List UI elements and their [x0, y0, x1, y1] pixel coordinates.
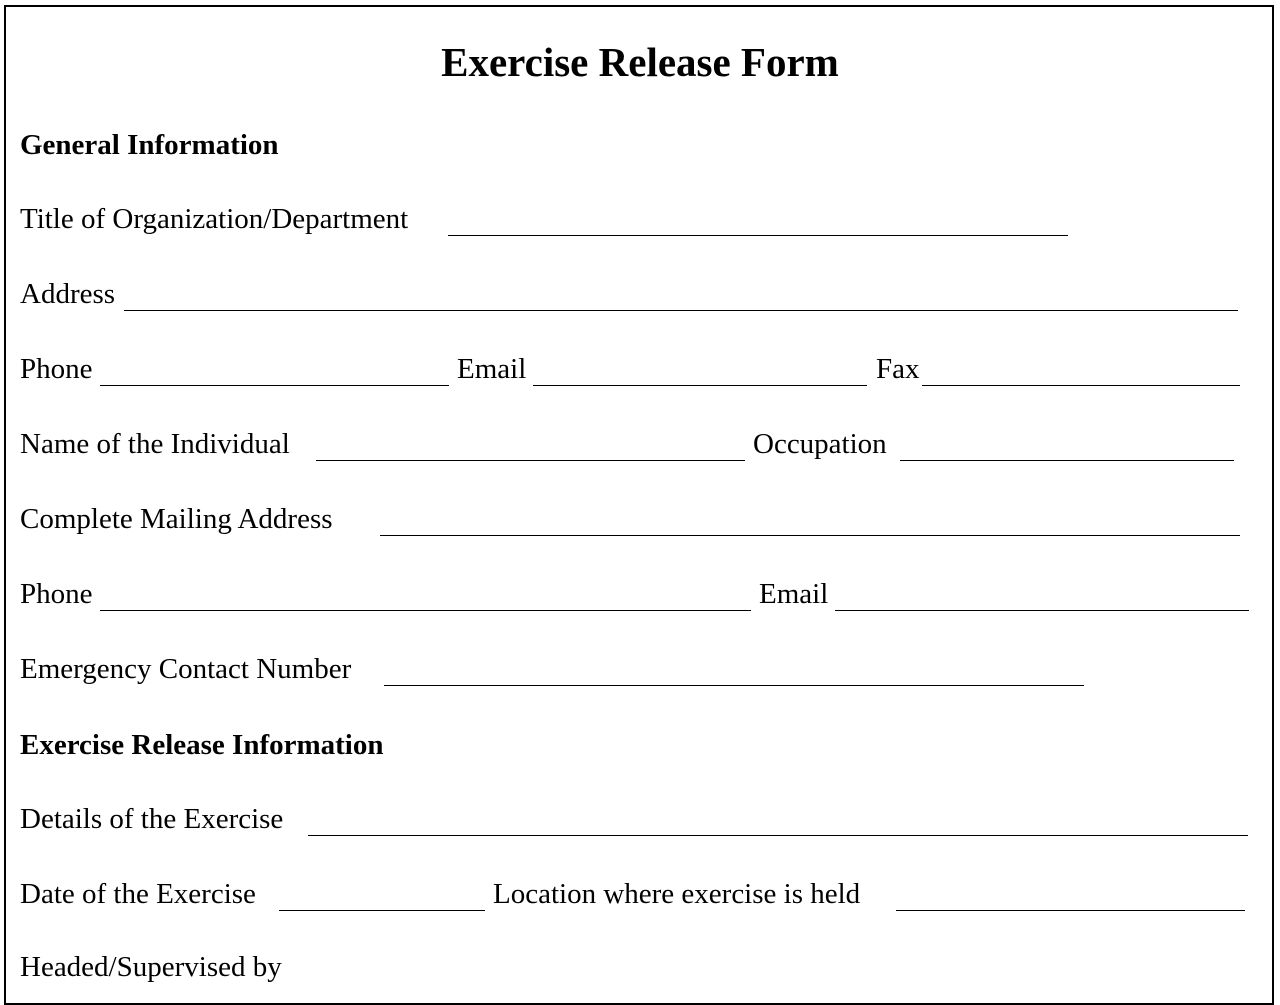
- exercise-date-label: Date of the Exercise: [20, 878, 256, 910]
- emergency-contact-label: Emergency Contact Number: [20, 653, 352, 685]
- exercise-location-field[interactable]: [896, 910, 1245, 911]
- phone2-label: Phone: [20, 578, 93, 610]
- exercise-details-field[interactable]: [308, 835, 1248, 836]
- fax-field[interactable]: [922, 385, 1240, 386]
- email-field[interactable]: [533, 385, 867, 386]
- exercise-date-field[interactable]: [279, 910, 485, 911]
- emergency-contact-field[interactable]: [384, 685, 1084, 686]
- occupation-field[interactable]: [900, 460, 1234, 461]
- individual-name-field[interactable]: [316, 460, 745, 461]
- email2-field[interactable]: [835, 610, 1249, 611]
- section-heading-exercise: Exercise Release Information: [20, 729, 384, 761]
- headed-by-label: Headed/Supervised by: [20, 951, 282, 983]
- phone2-field[interactable]: [100, 610, 751, 611]
- address-label: Address: [20, 278, 116, 310]
- occupation-label: Occupation: [753, 428, 887, 460]
- section-heading-general: General Information: [20, 129, 279, 161]
- mailing-address-label: Complete Mailing Address: [20, 503, 333, 535]
- phone-label: Phone: [20, 353, 93, 385]
- exercise-details-label: Details of the Exercise: [20, 803, 284, 835]
- address-field[interactable]: [124, 310, 1238, 311]
- exercise-location-label: Location where exercise is held: [493, 878, 861, 910]
- email-label: Email: [457, 353, 527, 385]
- org-title-label: Title of Organization/Department: [20, 203, 409, 235]
- form-title: Exercise Release Form: [441, 39, 839, 85]
- email2-label: Email: [759, 578, 829, 610]
- mailing-address-field[interactable]: [380, 535, 1240, 536]
- org-title-field[interactable]: [448, 235, 1068, 236]
- individual-name-label: Name of the Individual: [20, 428, 290, 460]
- phone-field[interactable]: [100, 385, 449, 386]
- fax-label: Fax: [876, 353, 920, 385]
